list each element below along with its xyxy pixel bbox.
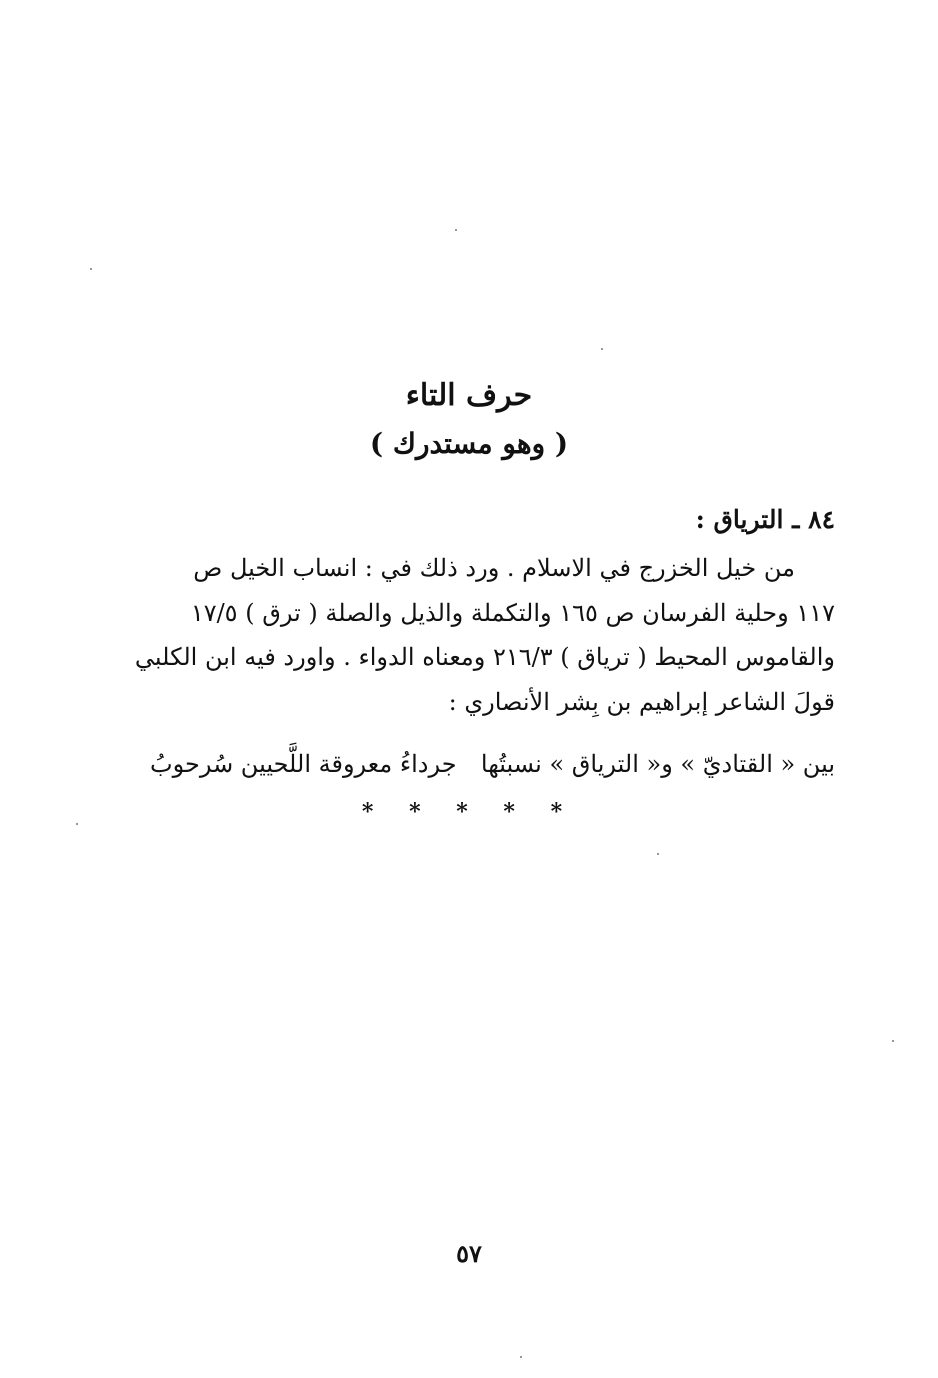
entry-body — [134, 546, 835, 724]
entry-line: ١١٧ وحلية الفرسان ص ١٦٥ والتكملة والذيل والصلة ( ترق ) ١٧/٥ — [190, 598, 835, 627]
entry-heading: ٨٤ ـ الترياق : — [695, 505, 835, 534]
entry-line: من خيل الخزرج في الاسلام . ورد ذلك في : انساب الخيل ص — [193, 554, 795, 582]
scan-speck — [601, 348, 603, 350]
verse-first-hemistich: بين « القتاديّ » و« الترياق » نسبتُها — [480, 750, 835, 778]
chapter-title: حرف التاء — [405, 378, 533, 413]
scan-speck — [892, 1040, 894, 1042]
poem-verse — [150, 744, 835, 784]
chapter-subtitle: ( وهو مستدرك ) — [369, 427, 569, 460]
scan-speck — [76, 823, 78, 825]
page-number: ٥٧ — [456, 1239, 482, 1268]
verse-second-hemistich: جرداءُ معروقة اللَّحيين سُرحوبُ — [150, 750, 457, 778]
scan-speck — [520, 1356, 522, 1358]
scan-speck — [455, 229, 457, 231]
section-separator: * * * * * — [361, 799, 577, 825]
entry-line: قولَ الشاعر إبراهيم بن بِشر الأنصاري : — [448, 687, 835, 716]
scan-speck — [90, 268, 92, 270]
entry-line: والقاموس المحيط ( ترياق ) ٢١٦/٣ ومعناه الدواء . واورد فيه ابن الكلبي — [134, 643, 835, 671]
scan-speck — [657, 853, 659, 855]
